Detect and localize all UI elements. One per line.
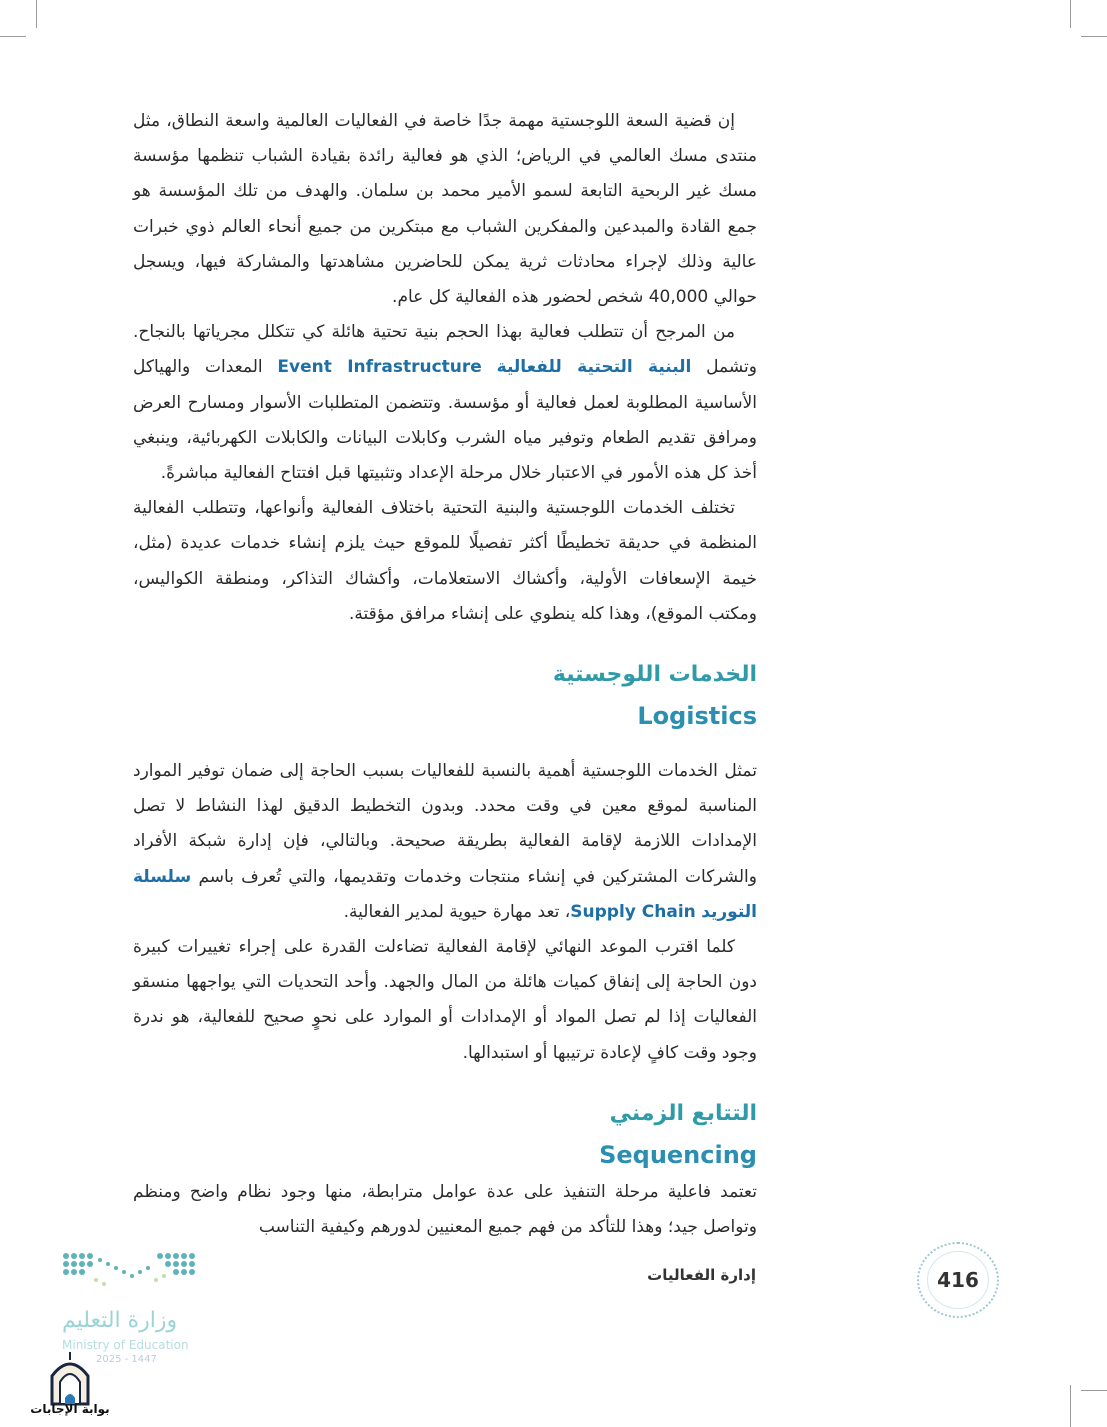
paragraph-text: المعدات والهياكل الأساسية المطلوبة لعمل فعالية أو مؤسسة. وتتضمن المتطلبات الأسوار ومسارح العرض ومرافق تقديم الطعام وتوفير مياه الشرب وكابلات البيانات والكابلات الكهربائية، وينبغي أخذ كل هذه الأمور في الاعتبار خلال مرحلة الإعداد وتثبيتها قبل افتتاح الفعالية مباشرةً. [133,357,757,484]
paragraph-text: تمثل الخدمات اللوجستية أهمية بالنسبة للفعاليات بسبب الحاجة إلى ضمان توفير الموارد المناسبة لموقع معين في وقت محدد. وبدون التخطيط الدقيق لهذا النشاط لا تصل الإمدادات اللازمة لإقامة الفعالية بطريقة صحيحة. وبالتالي، فإن إدارة شبكة الأفراد والشركات المشتركين في إنشاء منتجات وخدمات وتقديمها، والتي تُعرف باسم [133,761,757,887]
main-content [133,104,757,1245]
section-title-en: Sequencing [599,1140,757,1169]
page-number: 416 [927,1251,989,1309]
paragraph-sequencing: تعتمد فاعلية مرحلة التنفيذ على عدة عوامل مترابطة، منها وجود نظام واضح ومنظم وتواصل جيد؛ وهذا للتأكد من فهم جميع المعنيين لدورهم وكيفية التناسب [133,1181,757,1238]
crop-mark [36,0,37,28]
ministry-year: 2025 - 1447 [96,1354,157,1365]
term-arabic: البنية التحتية للفعالية [496,357,692,378]
ministry-dots-icon [60,1250,200,1290]
watermark-logo [30,1350,110,1422]
section-title-ar: الخدمات اللوجستية [552,662,757,688]
paragraph-deadline: كلما اقترب الموعد النهائي لإقامة الفعالية تضاءلت القدرة على إجراء تغييرات كبيرة دون الحاجة إلى إنفاق كميات هائلة من المال والجهد. وأحد التحديات التي يواجهها منسقو الفعاليات إذا لم تصل المواد أو الإمدادات أو الموارد على نحوٍ صحيح للفعالية، هو ندرة وجود وقت كافٍ لإعادة ترتيبها أو استبدالها. [133,937,757,1063]
section-title-ar: التتابع الزمني [609,1100,757,1126]
mosque-dome-icon [30,1350,110,1406]
watermark-label: بوابة الإجابات [30,1402,110,1416]
page-number-badge [917,1242,999,1318]
crop-mark [1070,1385,1071,1427]
paragraph-services: تختلف الخدمات اللوجستية والبنية التحتية باختلاف الفعالية وأنواعها، وتتطلب الفعالية المنظمة في حديقة تخطيطًا أكثر تفصيلًا للموقع حيث يلزم إنشاء خدمات عديدة (مثل، خيمة الإسعافات الأولية، وأكشاك الاستعلامات، وأكشاك التذاكر، ومنطقة الكواليس، ومكتب الموقع)، وهذا كله ينطوي على إنشاء مرافق مؤقتة. [133,498,757,624]
paragraph-text: ، تعد مهارة حيوية لمدير الفعالية. [343,901,571,922]
paragraph-infrastructure [133,315,757,491]
section-title-en: Logistics [637,702,757,731]
term-english: Supply Chain [570,901,696,922]
ministry-name-en: Ministry of Education [62,1338,189,1352]
book-title: إدارة الفعاليات [647,1266,756,1284]
crop-mark [1070,0,1071,28]
crop-mark [1081,1390,1107,1391]
paragraph-capacity: إن قضية السعة اللوجستية مهمة جدًا خاصة في الفعاليات العالمية واسعة النطاق، مثل منتدى مسك العالمي في الرياض؛ الذي هو فعالية رائدة بقيادة الشباب تنظمها مؤسسة مسك غير الربحية التابعة لسمو الأمير محمد بن سلمان. والهدف من تلك المؤسسة هو جمع القادة والمبدعين والمفكرين الشباب مع مبتكرين من جميع أنحاء العالم ذوي خبرات عالية وذلك لإجراء محادثات ثرية يمكن للحاضرين مشاهدتها والمشاركة فيها، ويسجل حوالي 40,000 شخص لحضور هذه الفعالية كل عام. [133,111,757,308]
crop-mark [0,36,26,37]
paragraph-text: من المرجح أن تتطلب فعالية بهذا الحجم بنية تحتية هائلة كي تتكلل مجرياتها بالنجاح. وتشمل [133,322,757,378]
term-english: Event Infrastructure [277,357,482,378]
crop-mark [1081,36,1107,37]
paragraph-logistics [133,754,757,930]
ministry-name-ar: وزارة التعليم [62,1308,178,1333]
term-arabic: سلسلة التوريد [133,866,757,922]
